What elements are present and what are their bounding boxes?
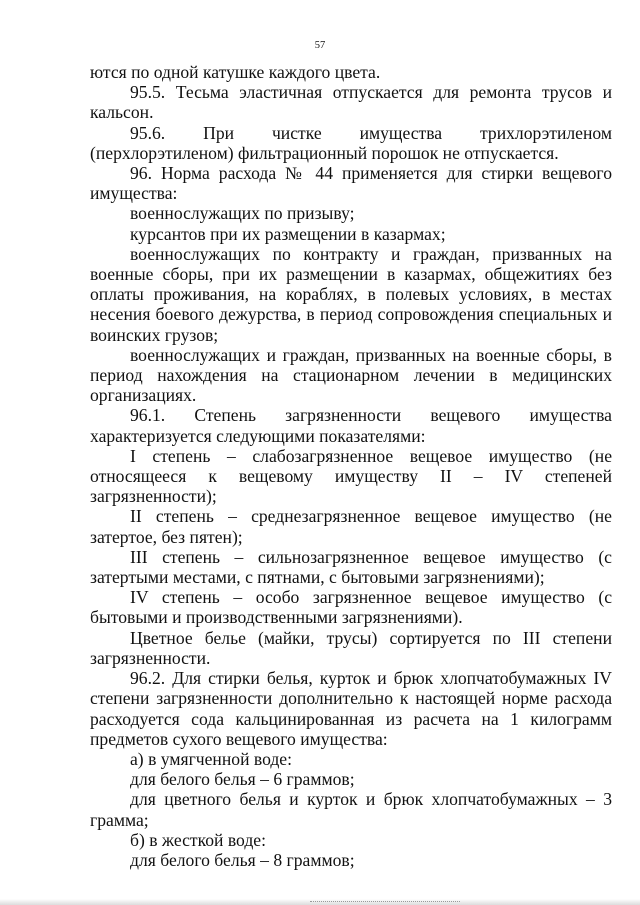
paragraph-96-1: 96.1. Степень загрязненности вещевого имущества характеризуется следующими показателями: [90, 405, 612, 446]
document-body [90, 62, 612, 870]
paragraph-95-5: 95.5. Тесьма эластичная отпускается для ремонта трусов и кальсон. [90, 82, 612, 123]
scan-edge-marks [310, 900, 460, 902]
list-item-contract-servicemen: военнослужащих по контракту и граждан, призванных на военные сборы, при их размещении в казармах, общежитиях без оплаты проживания, на кораблях, в полевых условиях, в местах несения боевого дежурства, в период сопровождения специальных и воинских грузов; [90, 243, 612, 345]
list-item-conscripts: военнослужащих по призыву; [130, 203, 355, 224]
paragraph-continuation: ются по одной катушке каждого цвета. [90, 62, 381, 82]
hard-water-white-linen: для белого белья – 8 граммов; [130, 849, 355, 870]
page-number: 57 [314, 40, 326, 51]
list-item-hospitalized: военнослужащих и граждан, призванных на военные сборы, в период нахождения на стационарном лечении в медицинских организациях. [90, 344, 612, 406]
degree-ii: II степень – среднезагрязненное вещевое имущество (не затертое, без пятен); [90, 506, 612, 547]
degree-iv: IV степень – особо загрязненное вещевое имущество (с бытовыми и производственными загрязнениями). [90, 587, 612, 628]
degree-i: I степень – слабозагрязненное вещевое имущество (не относящееся к вещевому имуществу II – IV степеней загрязненности); [90, 445, 612, 507]
hard-water-heading: б) в жесткой воде: [130, 829, 266, 850]
paragraph-96: 96. Норма расхода № 44 применяется для стирки вещевого имущества: [90, 163, 612, 204]
soft-water-white-linen: для белого белья – 6 граммов; [130, 769, 355, 790]
paragraph-96-2: 96.2. Для стирки белья, курток и брюк хлопчатобумажных IV степени загрязненности дополнительно к настоящей норме расхода расходуется сода кальцинированная из расчета на 1 килограмм предметов сухого вещевого имущества: [90, 668, 612, 749]
list-item-cadets: курсантов при их размещении в казармах; [130, 223, 446, 244]
soft-water-heading: а) в умягченной воде: [130, 748, 293, 769]
soft-water-colored-linen: для цветного белья и курток и брюк хлопчатобумажных – 3 грамма; [90, 789, 612, 830]
degree-iii: III степень – сильнозагрязненное вещевое имущество (с затертыми местами, с пятнами, с бытовыми загрязнениями); [90, 546, 612, 588]
paragraph-95-6: 95.6. При чистке имущества трихлорэтиленом (перхлорэтиленом) фильтрационный порошок не отпускается. [90, 122, 612, 163]
colored-linen-note: Цветное белье (майки, трусы) сортируется по III степени загрязненности. [90, 627, 612, 668]
